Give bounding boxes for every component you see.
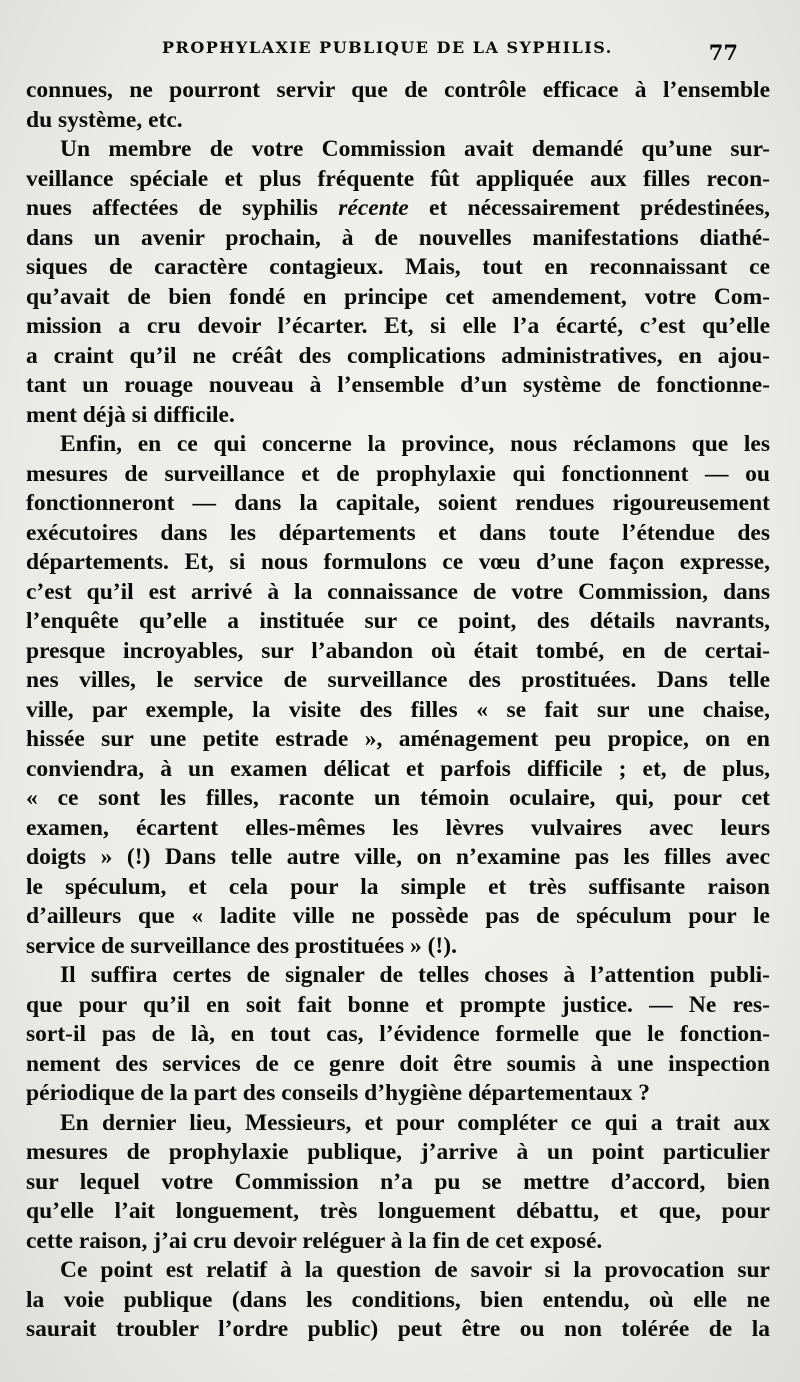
text-line: hissée sur une petite estrade », aménagement peu propice, on en [26, 726, 770, 752]
text-line: a craint qu’il ne créât des complications administratives, en ajou- [26, 342, 770, 369]
text-line: tant un rouage nouveau à l’ensemble d’un système de fonctionne- [26, 372, 770, 398]
paragraph-5 [26, 1109, 770, 1257]
text-line: nes villes, le service de surveillance des prostituées. Dans telle [26, 667, 770, 693]
text-line: Enfin, en ce qui concerne la province, nous réclamons que les [60, 431, 770, 457]
text-line: veillance spéciale et plus fréquente fût appliquée aux filles recon- [26, 165, 770, 192]
text-line: mission a cru devoir l’écarter. Et, si elle l’a écarté, c’est qu’elle [26, 313, 770, 339]
text-line: du système, etc. [26, 106, 183, 133]
text-line: c’est qu’il est arrivé à la connaissance de votre Commission, dans [26, 578, 770, 605]
text-line: qu’avait de bien fondé en principe cet amendement, votre Com- [26, 283, 770, 310]
text-line: exécutoires dans les départements et dans toute l’étendue des [26, 519, 770, 546]
text-line: siques de caractère contagieux. Mais, tout en reconnaissant ce [26, 254, 770, 280]
text-line: d’ailleurs que « ladite ville ne possède pas de spéculum pour le [26, 903, 770, 929]
text-line: nues affectées de syphilis récente et nécessairement prédestinées, [26, 195, 771, 221]
text-line: mesures de prophylaxie publique, j’arrive à un point particulier [26, 1139, 770, 1165]
text-line: En dernier lieu, Messieurs, et pour compléter ce qui a trait aux [60, 1109, 770, 1136]
paragraph-2 [26, 135, 770, 430]
text-line: dans un avenir prochain, à de nouvelles manifestations diathé- [26, 224, 770, 251]
text-line: fonctionneront — dans la capitale, soient rendues rigoureusement [26, 490, 770, 516]
text-line: nement des services de ce genre doit être soumis à une inspection [26, 1050, 770, 1077]
text-line: sort-il pas de là, en tout cas, l’évidence formelle que le fonction- [26, 1021, 770, 1047]
text-line: conviendra, à un examen délicat et parfois difficile ; et, de plus, [26, 755, 770, 782]
text-line: cette raison, j’ai cru devoir reléguer à la fin de cet exposé. [26, 1227, 603, 1254]
text-line: mesures de surveillance et de prophylaxie qui fonctionnent — ou [26, 460, 770, 487]
text-line: ville, par exemple, la visite des filles « se fait sur une chaise, [26, 696, 770, 723]
text-line: départements. Et, si nous formulons ce vœu d’une façon expresse, [26, 549, 770, 575]
paragraph-3 [26, 430, 770, 961]
text-line: service de surveillance des prostituées » (!). [26, 932, 457, 959]
text-line: Ce point est relatif à la question de savoir si la provocation sur [60, 1257, 770, 1283]
text-line: examen, écartent elles-mêmes les lèvres vulvaires avec leurs [26, 814, 770, 841]
running-title: PROPHYLAXIE PUBLIQUE DE LA SYPHILIS. [162, 38, 613, 57]
paragraph-4 [26, 961, 770, 1109]
text-line: Un membre de votre Commission avait demandé qu’une sur- [60, 136, 770, 162]
text-line: connues, ne pourront servir que de contrôle efficace à l’ensemble [26, 77, 770, 103]
text-line: Il suffira certes de signaler de telles choses à l’attention publi- [60, 962, 770, 988]
text-line: sur lequel votre Commission n’a pu se mettre d’accord, bien [26, 1168, 770, 1195]
paragraph-6 [26, 1256, 770, 1345]
text-line: doigts » (!) Dans telle autre ville, on n’examine pas les filles avec [26, 844, 770, 870]
text-line: ment déjà si difficile. [26, 401, 235, 428]
text-line: saurait troubler l’ordre public) peut être ou non tolérée de la [26, 1316, 770, 1342]
paragraph-1 [26, 76, 770, 135]
text-line: la voie publique (dans les conditions, bien entendu, où elle ne [26, 1286, 770, 1313]
text-line: qu’elle l’ait longuement, très longuement débattu, et que, pour [26, 1198, 770, 1224]
text-line: que pour qu’il en soit fait bonne et prompte justice. — Ne res- [26, 991, 770, 1018]
text-line: presque incroyables, sur l’abandon où était tombé, en de certai- [26, 637, 770, 664]
text-line: l’enquête qu’elle a instituée sur ce point, des détails navrants, [26, 608, 770, 634]
text-line: périodique de la part des conseils d’hygiène départementaux ? [26, 1080, 651, 1106]
page-number: 77 [708, 40, 738, 65]
text-line: « ce sont les filles, raconte un témoin oculaire, qui, pour cet [26, 785, 770, 811]
italic-word: récente [338, 195, 409, 221]
text-line: le spéculum, et cela pour la simple et très suffisante raison [26, 873, 770, 900]
body-text [26, 76, 770, 1345]
